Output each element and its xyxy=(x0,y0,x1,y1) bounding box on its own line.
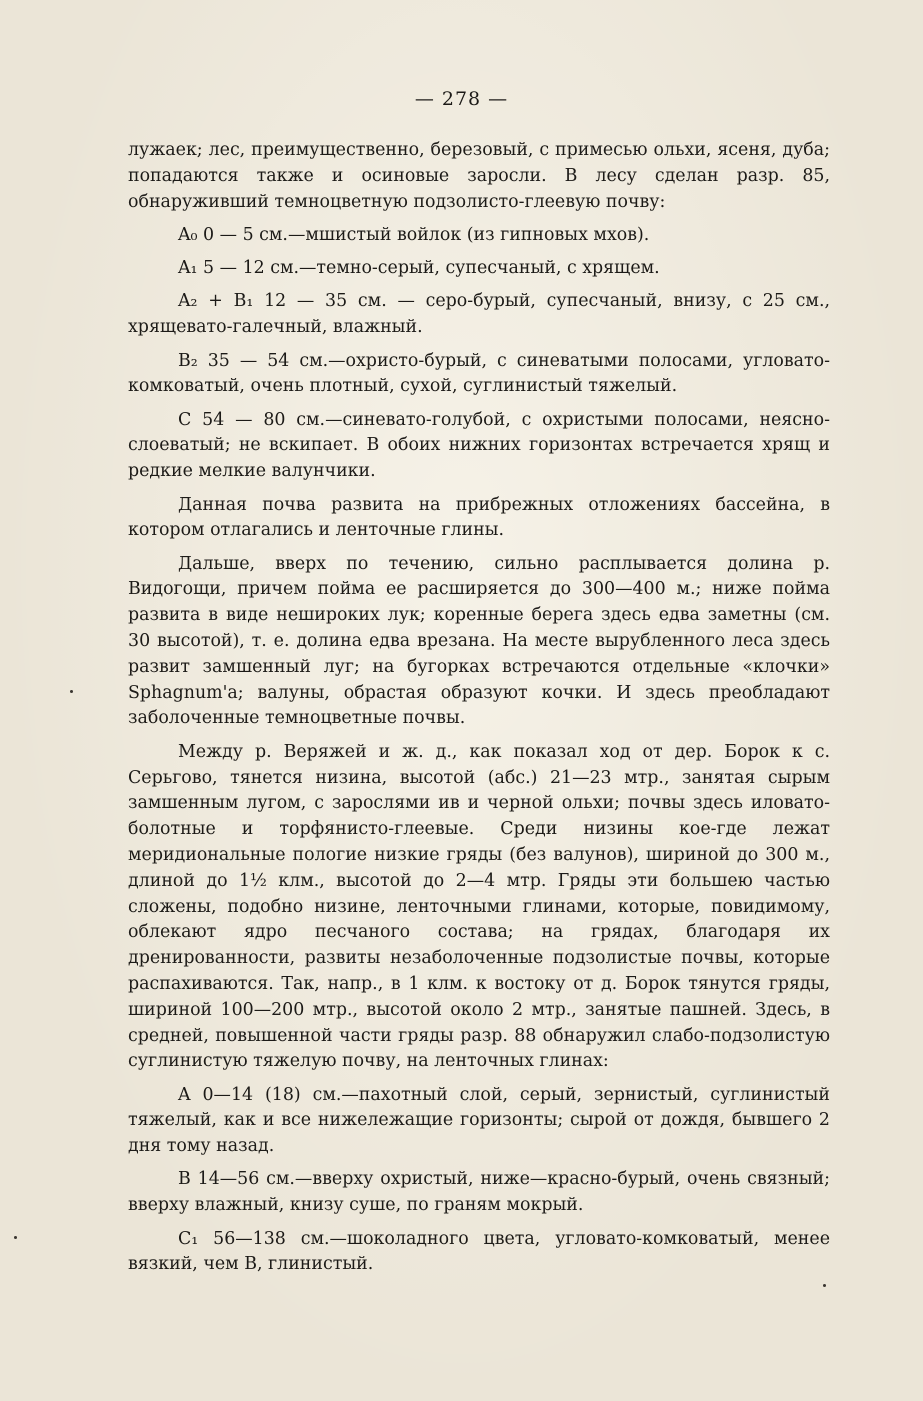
body-text xyxy=(128,138,830,1286)
speck-mark xyxy=(70,690,73,693)
paragraph: лужаек; лес, преимущественно, березовый, с примесью ольхи, ясеня, дуба; попадаются также и осиновые заросли. В лесу сделан разр. 85, обнаруживший темноцветную подзолисто-глеевую почву: xyxy=(128,140,830,212)
page-number: — 278 — xyxy=(414,88,509,110)
speck-mark xyxy=(14,1236,17,1239)
horizon-description: A 0—14 (18) см.—пахотный слой, серый, зернистый, суглинистый тяжелый, как и все нижележащие горизонты; сырой от дождя, бывшего 2 дня тому назад. xyxy=(128,1084,830,1157)
horizon-description: A₂ + B₁ 12 — 35 см. — серо-бурый, супесчаный, внизу, с 25 см., хрящевато-галечный, влажный. xyxy=(128,291,830,338)
horizon-description: C₁ 56—138 см.—шоколадного цвета, угловато-комковатый, менее вязкий, чем B, глинистый. xyxy=(128,1228,830,1275)
horizon-description: A₀ 0 — 5 см.—мшистый войлок (из гипновых мхов). xyxy=(178,224,650,245)
horizon-description: B₂ 35 — 54 см.—охристо-бурый, с синеватыми полосами, угловато-комковатый, очень плотный, сухой, суглинистый тяжелый. xyxy=(128,350,830,397)
paragraph: Дальше, вверх по течению, сильно расплывается долина р. Видогощи, причем пойма ее расширяется до 300—400 м.; ниже пойма развита в виде неширoких лук; коренные берега здесь едва заметны (см. 30 высотой), т. е. долина едва врезана. На месте вырубленного леса здесь развит замшенный луг; на бугорках встречаются отдельные «клочки» Sphagnum'a; валуны, обрастая образуют кочки. И здесь преобладают заболоченные темноцветные почвы. xyxy=(128,553,830,729)
horizon-description: C 54 — 80 см.—синевато-голубой, с охристыми полосами, неясно-слоеватый; не вскипает. В обоих нижних горизонтах встречается хрящ и редкие мелкие валунчики. xyxy=(128,409,830,482)
paragraph: Данная почва развита на прибрежных отложениях бассейна, в котором отлагались и ленточные глины. xyxy=(128,494,830,541)
horizon-description: B 14—56 см.—вверху охристый, ниже—красно-бурый, очень связный; вверху влажный, книзу суше, по граням мокрый. xyxy=(128,1169,830,1216)
speck-mark xyxy=(823,1284,826,1287)
horizon-description: A₁ 5 — 12 см.—темно-серый, супесчаный, с хрящем. xyxy=(178,258,660,279)
paragraph: Между р. Веряжей и ж. д., как показал ход от дер. Борок к с. Серьгово, тянется низина, высотой (абс.) 21—23 мтр., занятая сырым замшенным лугом, с зарослями ив и черной ольхи; почвы здесь иловато-болотные и торфянисто-глеевые. Среди низины кое-где лежат меридиональные пологие низкие гряды (без валунов), шириной до 300 м., длиной до 1½ клм., высотой до 2—4 мтр. Гряды эти большею частью сложены, подобно низине, ленточными глинами, которые, повидимому, облекают ядро песчаного состава; на грядах, благодаря их дренированности, развиты незаболоченные подзолистые почвы, которые распахиваются. Так, напр., в 1 клм. к востоку от д. Борок тянутся гряды, шириной 100—200 мтр., высотой около 2 мтр., занятые пашней. Здесь, в средней, повышенной части гряды разр. 88 обнаружил слабо-подзолистую суглинистую тяжелую почву, на ленточных глинах: xyxy=(128,741,830,1072)
